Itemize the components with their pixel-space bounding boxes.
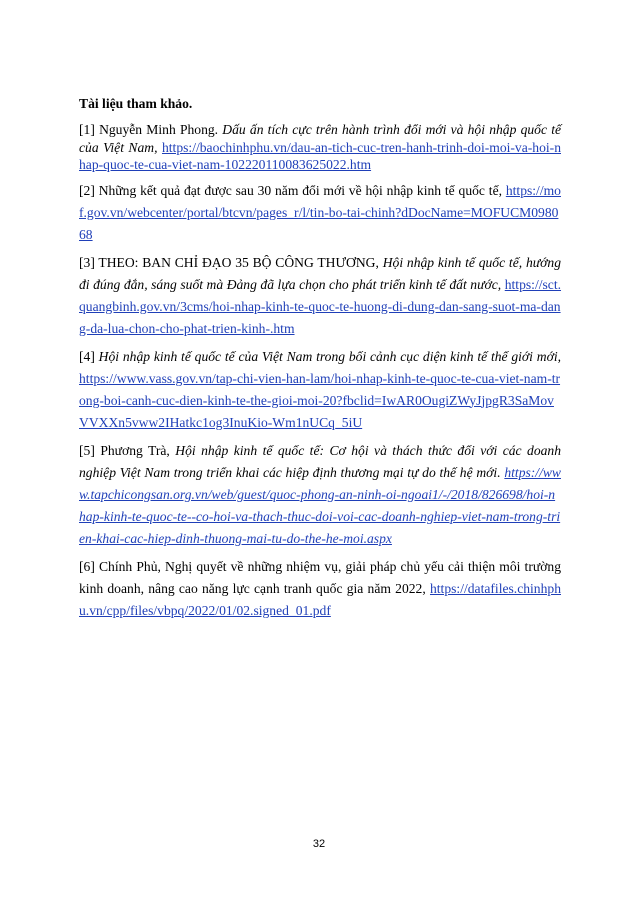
reference-link[interactable]: https://sct.quangbinh.gov.vn/3cms/hoi-nhap-kinh-te-quoc-te-huong-di-dung-dan-sang-suot-ma-dang-da-lua-chon-cho-phat-trien-kinh-.htm <box>79 276 562 336</box>
reference-number: [4] <box>79 348 95 364</box>
reference-link[interactable]: https://datafiles.chinhphu.vn/cpp/files/vbpq/2022/01/02.signed_01.pdf <box>79 580 561 618</box>
reference-title: Dấu ấn tích cực trên hành trình đổi mới và hội nhập quốc tế của Việt Nam, <box>79 122 561 155</box>
reference-number: [1] <box>79 122 95 137</box>
reference-title: Hội nhập kinh tế quốc tế của Việt Nam trong bối cảnh cục diện kinh tế thế giới mới, <box>98 348 562 364</box>
reference-title: Hội nhập kinh tế quốc tế, hướng đi đúng đắn, sáng suốt mà Đảng đã lựa chọn cho phát triển kinh tế đất nước, <box>79 254 561 292</box>
reference-link[interactable]: https://www.vass.gov.vn/tap-chi-vien-han-lam/hoi-nhap-kinh-te-quoc-te-cua-viet-nam-trong-boi-canh-cuc-dien-kinh-te-the-gioi-moi-20?fbclid=IwAR0OugiZWyJjpgR3SaMovVVXXn5vww2IHatkc1og3InuKio-Wm1nUCq_5iU <box>79 370 561 430</box>
reference-4 <box>79 346 561 434</box>
reference-number: [3] <box>79 254 95 270</box>
reference-text: Những kết quả đạt được sau 30 năm đổi mới về hội nhập kinh tế quốc tế, <box>98 182 503 198</box>
reference-2 <box>79 180 561 246</box>
reference-text: THEO: BAN CHỈ ĐẠO 35 BỘ CÔNG THƯƠNG, <box>98 254 379 270</box>
reference-number: [2] <box>79 182 95 198</box>
page-number: 32 <box>312 838 326 850</box>
reference-5 <box>79 440 561 550</box>
reference-title: Hội nhập kinh tế quốc tế: Cơ hội và thách thức đối với các doanh nghiệp Việt Nam trong triển khai các hiệp định thương mại tự do thế hệ mới. <box>79 442 562 480</box>
reference-6 <box>79 556 561 622</box>
reference-author: Nguyễn Minh Phong. <box>99 122 219 137</box>
reference-link[interactable]: https://www.tapchicongsan.org.vn/web/guest/quoc-phong-an-ninh-oi-ngoai1/-/2018/826698/hoi-nhap-kinh-te-quoc-te--co-hoi-va-thach-thuc-doi-voi-cac-doanh-nghiep-viet-nam-trong-trien-khai-cac-hiep-dinh-thuong-mai-tu-do-the-he-moi.aspx <box>79 464 561 546</box>
reference-link[interactable]: https://mof.gov.vn/webcenter/portal/btcvn/pages_r/l/tin-bo-tai-chinh?dDocName=MOFUCM098068 <box>79 182 561 242</box>
reference-3 <box>79 252 561 340</box>
reference-number: [5] <box>79 442 95 458</box>
references-heading: Tài liệu tham khảo. <box>79 96 193 111</box>
reference-text: Chính Phủ, Nghị quyết về những nhiệm vụ, giải pháp chủ yếu cải thiện môi trường kinh doanh, nâng cao năng lực cạnh tranh quốc gia năm 2022, <box>79 558 561 596</box>
reference-link[interactable]: https://baochinhphu.vn/dau-an-tich-cuc-tren-hanh-trinh-doi-moi-va-hoi-nhap-quoc-te-cua-viet-nam-102220110083625022.htm <box>79 139 561 172</box>
reference-number: [6] <box>79 558 95 574</box>
reference-author: Phương Trà, <box>100 442 170 458</box>
references-section <box>79 95 561 628</box>
reference-1 <box>79 121 561 174</box>
